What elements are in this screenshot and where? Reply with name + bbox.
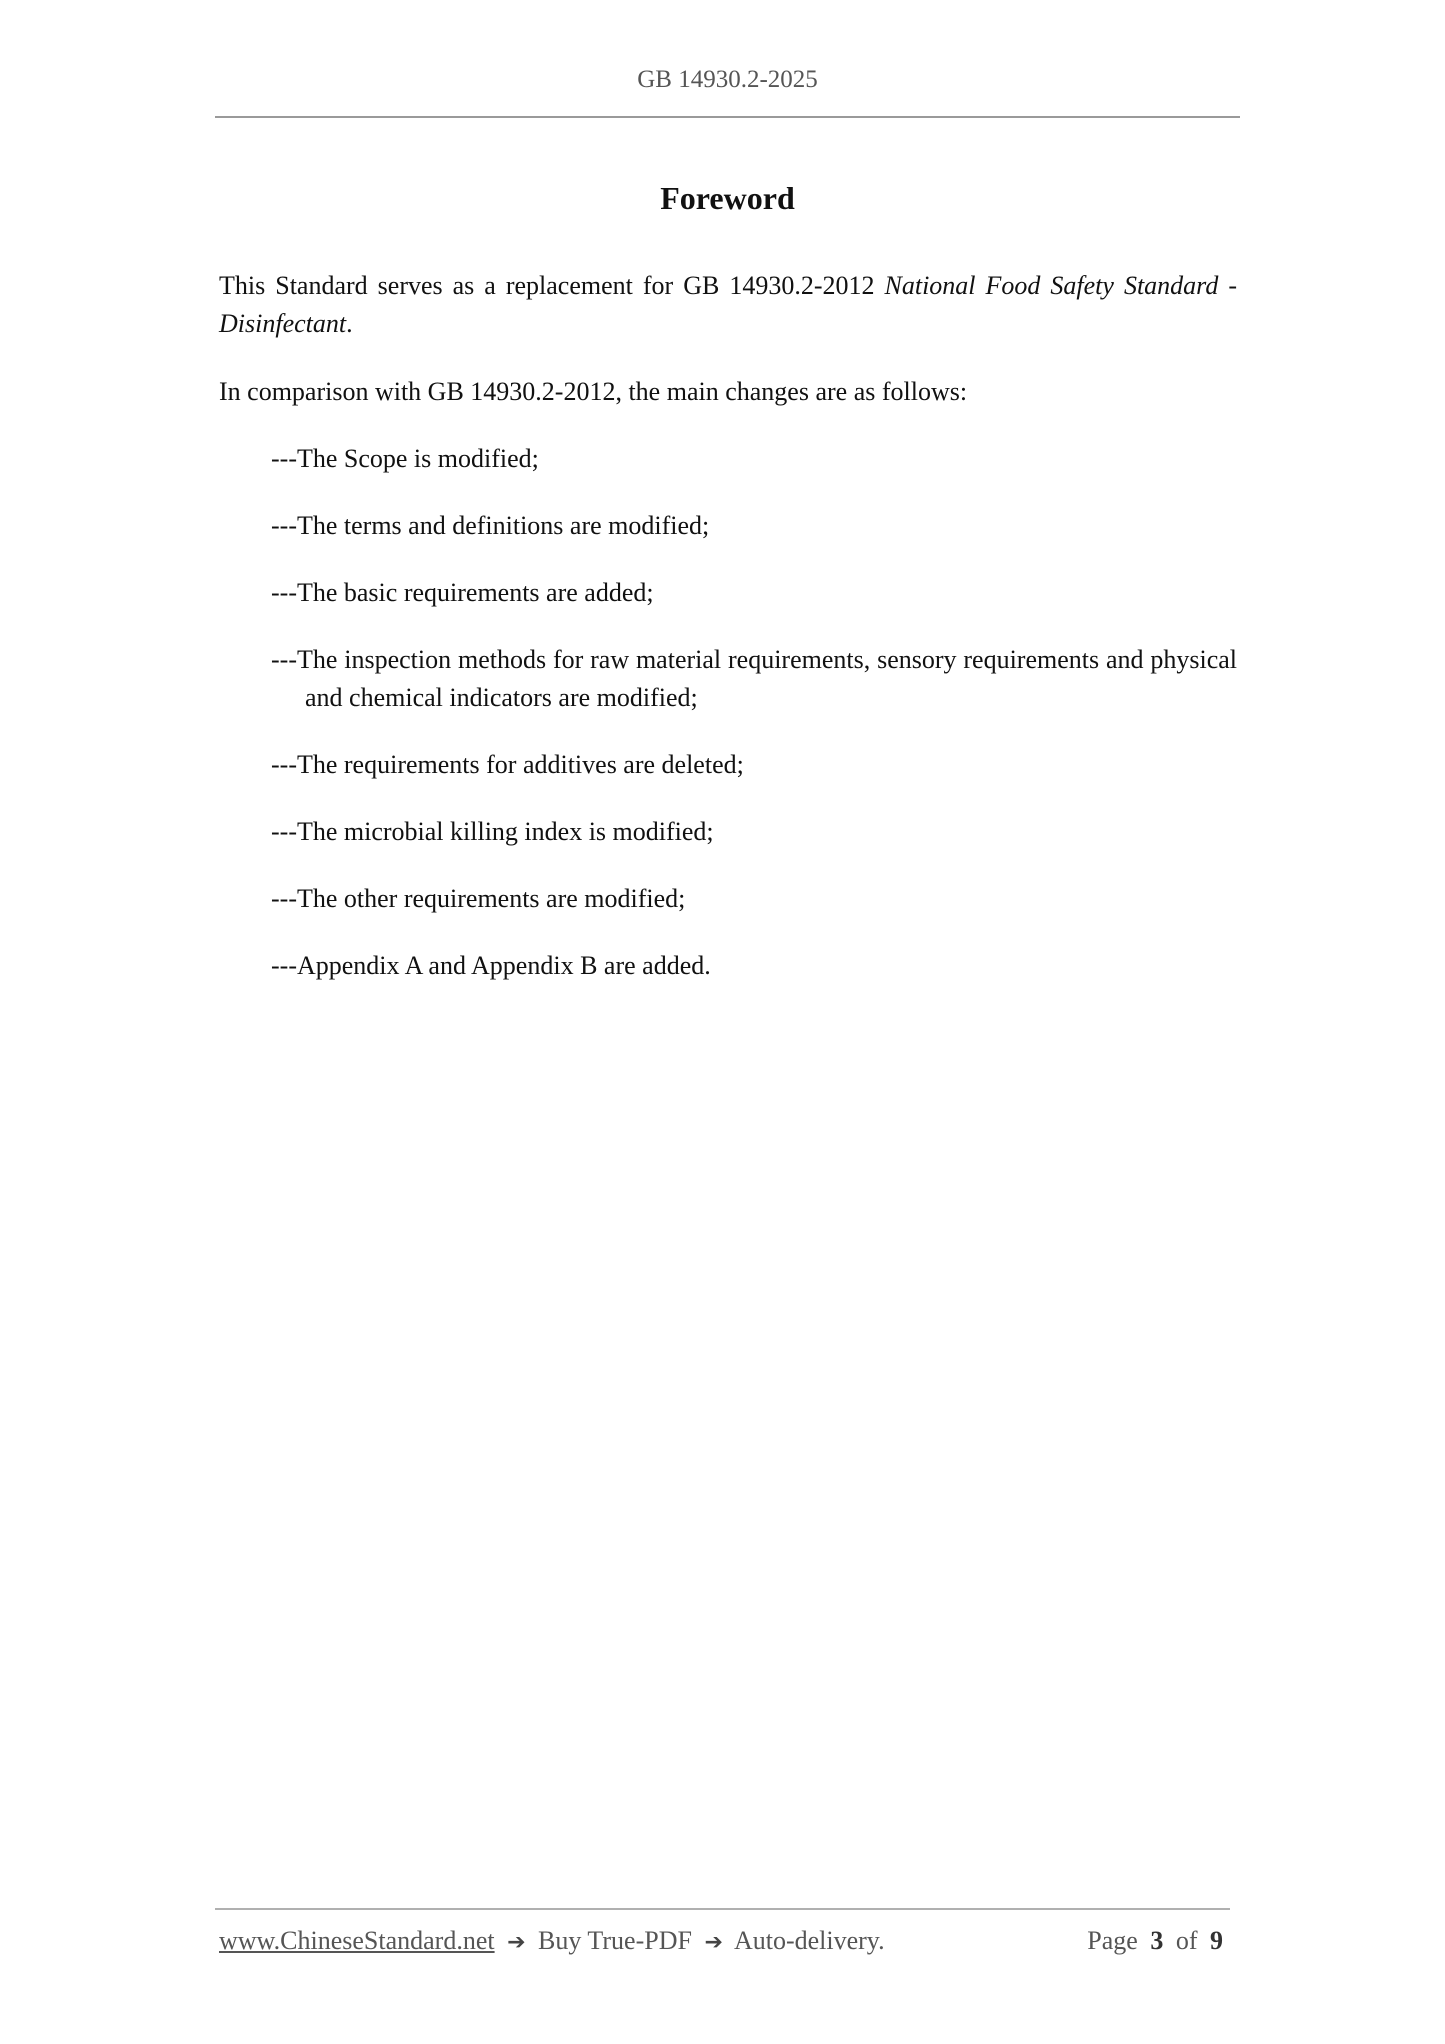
- page-of: of: [1175, 1926, 1198, 1955]
- intro-paragraph: [219, 267, 1237, 343]
- change-item: ---The microbial killing index is modified;: [271, 817, 714, 846]
- change-item: ---The requirements for additives are deleted;: [271, 750, 744, 779]
- change-item: ---The other requirements are modified;: [271, 884, 686, 913]
- auto-delivery-text: Auto-delivery.: [733, 1926, 885, 1955]
- site-link[interactable]: www.ChineseStandard.net: [219, 1926, 495, 1955]
- footer-promo: [219, 1926, 885, 1956]
- changes-list: [271, 440, 1237, 1014]
- change-item: ---The inspection methods for raw material requirements, sensory requirements and physical and chemical indicators are modified;: [271, 645, 1237, 712]
- page-header-doc-code: GB 14930.2-2025: [637, 66, 818, 93]
- page-number: [1087, 1926, 1229, 1956]
- cited-standard-title: National Food Safety Standard - Disinfectant: [219, 271, 1237, 338]
- buy-true-pdf-text: Buy True-PDF: [538, 1926, 692, 1955]
- change-item: ---The terms and definitions are modified;: [271, 511, 710, 540]
- arrow-right-icon: ➔: [507, 1930, 526, 1955]
- header-divider: [215, 116, 1240, 118]
- arrow-right-icon: ➔: [704, 1930, 723, 1955]
- change-item: ---The basic requirements are added;: [271, 578, 654, 607]
- comparison-paragraph: In comparison with GB 14930.2-2012, the main changes are as follows:: [219, 377, 968, 406]
- change-item: ---Appendix A and Appendix B are added.: [271, 951, 711, 980]
- intro-end: .: [346, 309, 353, 338]
- section-title: Foreword: [660, 180, 795, 216]
- intro-lead: This Standard serves as a replacement for GB 14930.2-2012: [219, 271, 885, 300]
- page-current: 3: [1150, 1926, 1164, 1955]
- change-item: ---The Scope is modified;: [271, 444, 539, 473]
- page-word: Page: [1087, 1926, 1138, 1955]
- footer-divider: [215, 1908, 1230, 1910]
- page-total: 9: [1210, 1926, 1223, 1955]
